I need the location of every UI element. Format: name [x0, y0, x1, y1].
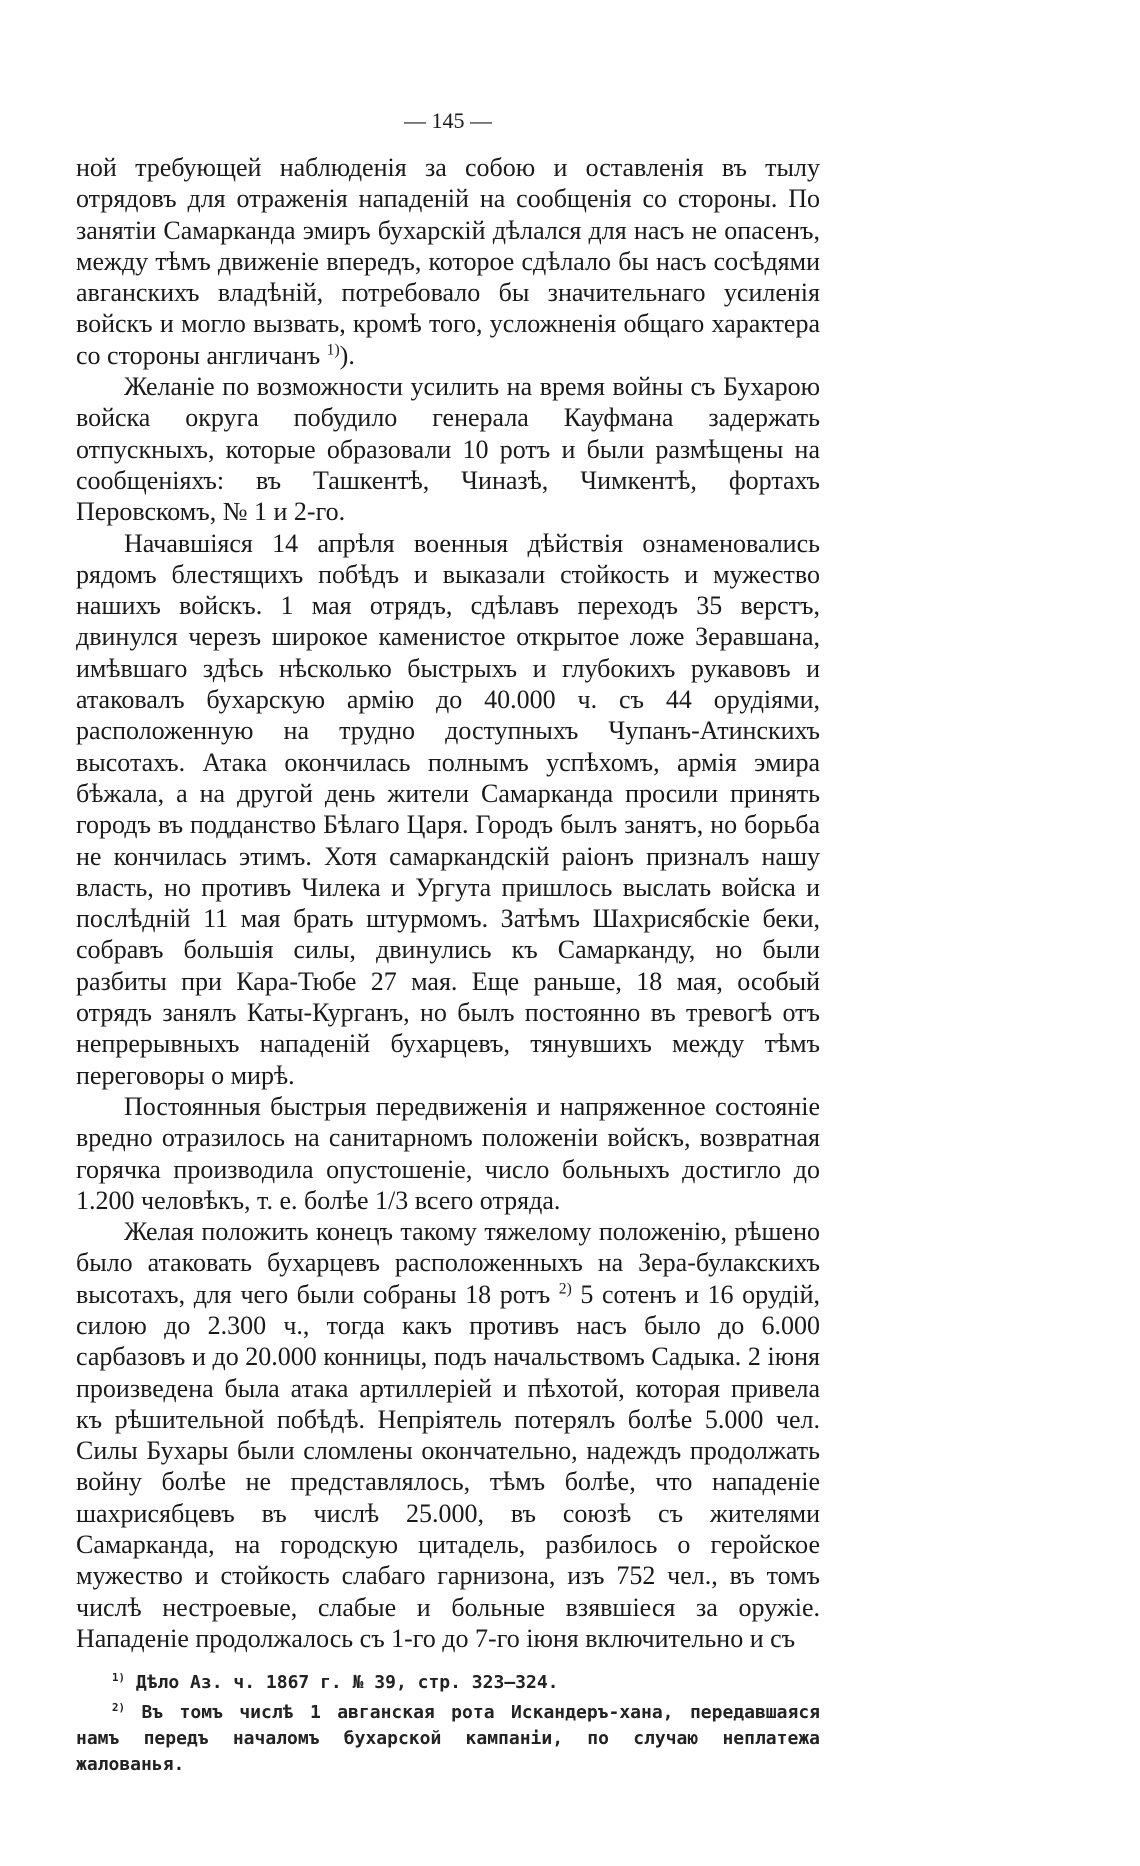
body-text: [76, 152, 820, 1654]
footnote-text: Дѣло Аз. ч. 1867 г. № 39, стр. 323—324.: [135, 1672, 559, 1694]
footnotes: [76, 1670, 820, 1778]
paragraph: [76, 1091, 820, 1216]
paragraph: Начавшіяся 14 апрѣля военныя дѣйствія ознаменовались рядомъ блестящихъ побѣдъ и выказали стойкость и мужество нашихъ войскъ. 1 мая отрядъ, сдѣлавъ переходъ 35 верстъ, двинулся черезъ широкое каменистое открытое ложе Зеравшана, имѣвшаго здѣсь нѣсколько быстрыхъ и глубокихъ рукавовъ и атаковалъ бухарскую армію до 40.000 ч. съ 44 орудіями, расположенную на трудно доступныхъ Чупанъ-Атинскихъ высотахъ. Атака окончилась полнымъ успѣхомъ, армія эмира бѣжала, а на другой день жители Самарканда просили принять городъ въ подданство Бѣлаго Царя. Городъ былъ занятъ, но борьба не кончилась этимъ. Хотя самаркандскій раіонъ призналъ нашу власть, но противъ Чилека и Ургута пришлось выслать войска и послѣдній 11 мая брать штурмомъ. Затѣмъ Шахрисябскіе беки, собравъ большія силы, двинулись къ Самарканду, но были разбиты при Кара-Тюбе 27 мая. Еще раньше, 18 мая, особый отрядъ занялъ Каты-Курганъ, но былъ постоянно въ тревогѣ отъ непрерывныхъ нападеній бухарцевъ, тянувшихъ между тѣмъ переговоры о мирѣ.: [76, 528, 820, 1090]
footnote: [76, 1700, 820, 1778]
footnote-ref: 1): [326, 341, 340, 359]
footnote-text: Въ томъ числѣ 1 авганская рота Искандеръ-хана, передавшаяся намъ передъ началомъ бухарской кампаніи, по случаю неплатежа жалованья.: [76, 1702, 820, 1776]
paragraph-text: Постоянныя быстрыя передвиженія и напряженное состояніе вредно отразилось на санитарномъ положеніи войскъ, возвратная горячка производила опустошеніе, число больныхъ достигло до 1.200 человѣкъ, т. е. болѣе: [76, 1091, 820, 1215]
punctuation: ).: [339, 340, 355, 370]
paragraph-text: ной требующей наблюденія за собою и оставленія въ тылу отрядовъ для отраженія нападеній на сообщенія со стороны. По занятіи Самарканда эмиръ бухарскій дѣлался для насъ не опасенъ, между тѣмъ движеніе впередъ, которое сдѣлало бы насъ сосѣдями авганскихъ владѣній, потребовало бы значительнаго усиленія войскъ и могло вызвать, кромѣ того, усложненія общаго характера со стороны англичанъ: [76, 153, 820, 370]
fraction: 1/3: [375, 1185, 409, 1215]
paragraph-text: всего отряда.: [414, 1185, 561, 1215]
paragraph: [76, 1216, 820, 1654]
paragraph-text: 5 сотенъ и 16 орудій, силою до 2.300 ч., тогда какъ противъ насъ было до 6.000 сарбазовъ и до 20.000 конницы, подъ начальствомъ Садыка. 2 іюня произведена была атака артиллеріей и пѣхотой, которая привела къ рѣшительной побѣдѣ. Непріятель потерялъ болѣе 5.000 чел. Силы Бухары были сломлены окончательно, надеждъ продолжать войну болѣе не представлялось, тѣмъ болѣе, что нападеніе шахрисябцевъ въ числѣ 25.000, въ союзѣ съ жителями Самарканда, на городскую цитадель, разбилось о геройское мужество и стойкость слабаго гарнизона, изъ 752 чел., въ томъ числѣ нестроевые, слабые и больные взявшіеся за оружіе. Нападеніе продолжалось съ 1-го до 7-го іюня включительно и съ: [76, 1279, 821, 1653]
page-number: — 145 —: [404, 108, 492, 133]
paragraph-text: Желая положить конецъ такому тяжелому положенію, рѣшено было атаковать бухарцевъ расположенныхъ на Зера-булакскихъ высотахъ, для чего были собраны 18 ротъ: [76, 1217, 820, 1309]
paragraph: Желаніе по возможности усилить на время войны съ Бухарою войска округа побудило генерала Кауфмана задержать отпускныхъ, которые образовали 10 ротъ и были размѣщены на сообщеніяхъ: въ Ташкентѣ, Чиназѣ, Чимкентѣ, фортахъ Перовскомъ, № 1 и 2-го.: [76, 372, 820, 527]
footnote-mark: 2): [112, 1701, 126, 1715]
footnote-ref: 2): [558, 1280, 572, 1298]
document-page: [76, 108, 820, 1782]
footnote: [76, 1670, 820, 1696]
footnote-mark: 1): [112, 1671, 126, 1685]
paragraph: [76, 152, 820, 371]
